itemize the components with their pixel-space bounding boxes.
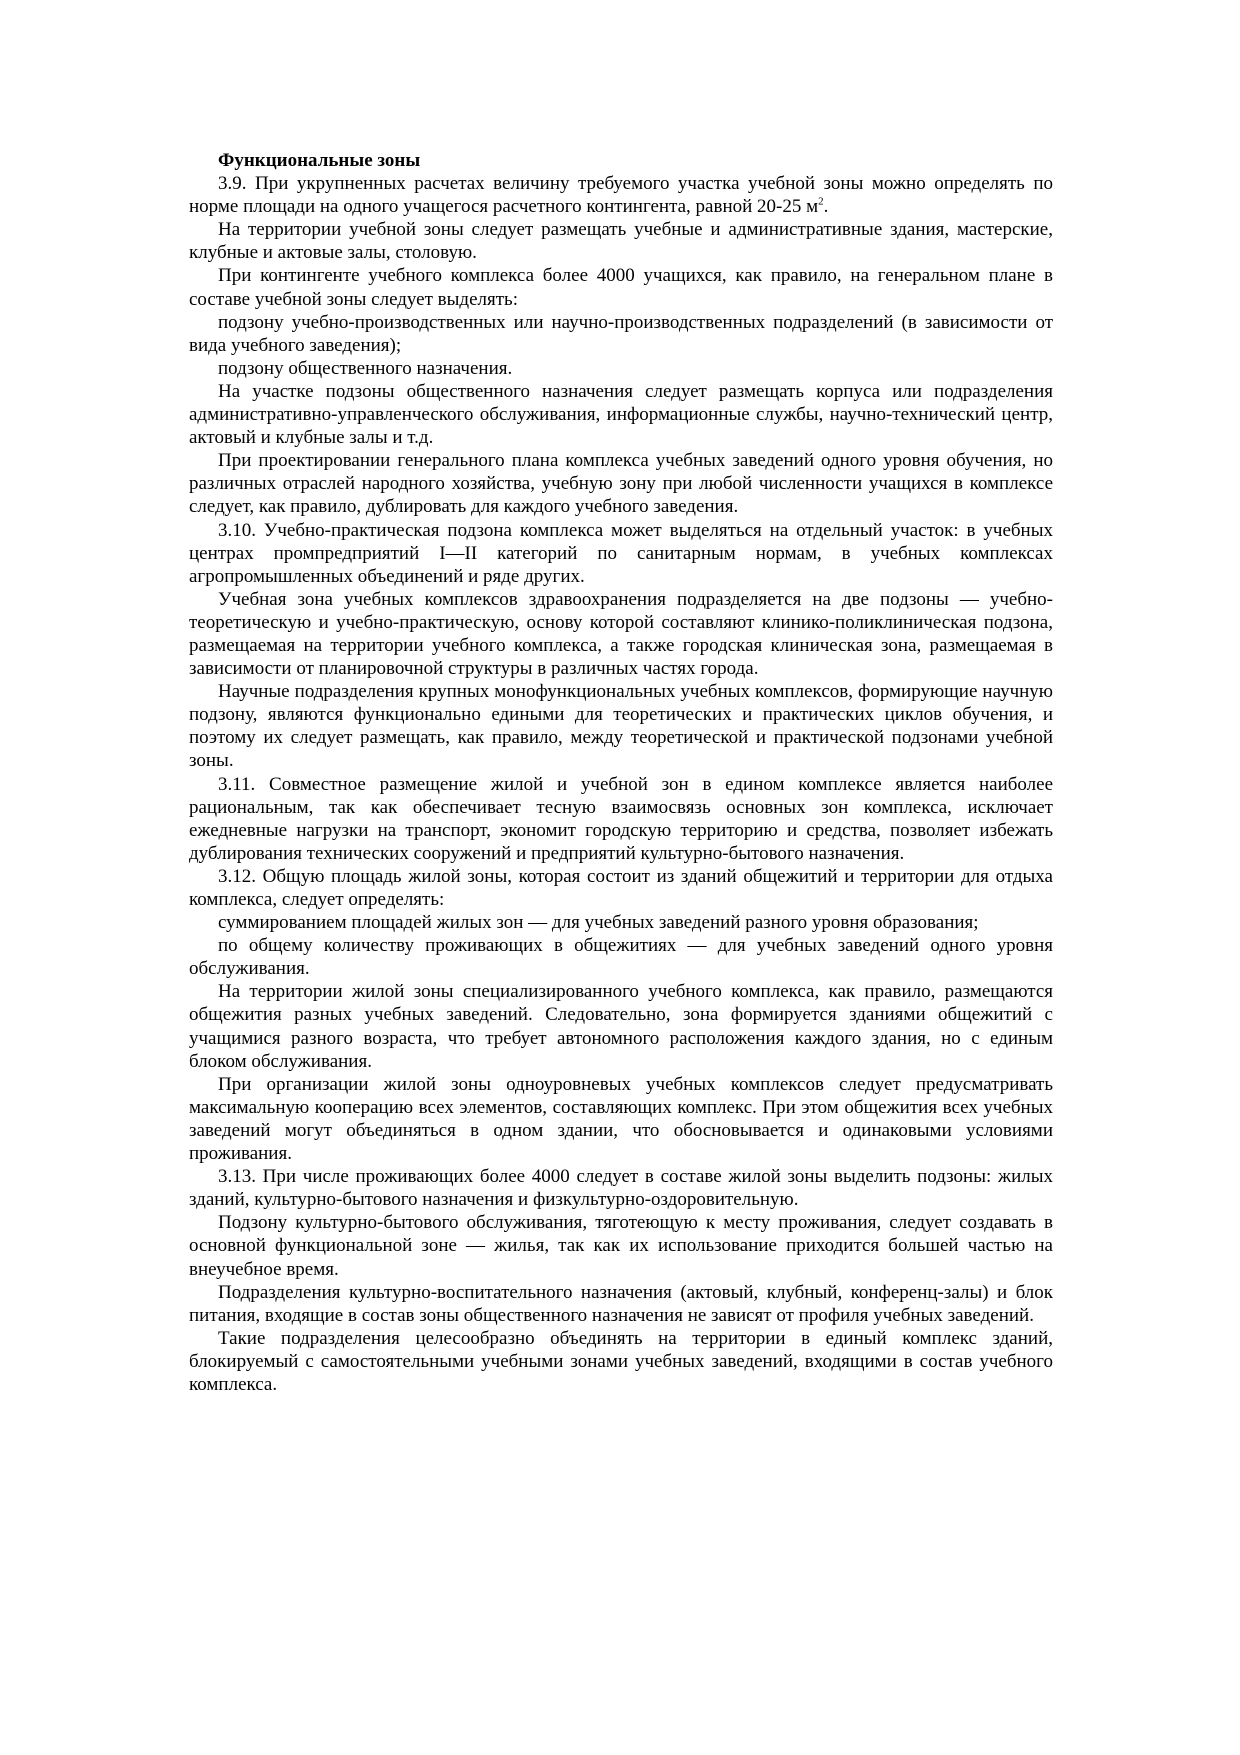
paragraph: Научные подразделения крупных монофункциональных учебных комплексов, формирующие научную подзону, являются функционально едиными для теоретических и практических циклов обучения, и поэтому их следует размещать, как правило, между теоретической и практической подзонами учебной зоны. [189, 681, 1053, 772]
paragraph: При организации жилой зоны одноуровневых учебных комплексов следует предусматривать максимальную кооперацию всех элементов, составляющих комплекс. При этом общежития всех учебных заведений могут объединяться в одном здании, что обосновывается и одинаковыми условиями проживания. [189, 1073, 1053, 1165]
paragraph: подзону общественного назначения. [218, 357, 513, 379]
paragraph-text: 3.9. При укрупненных расчетах величину требуемого участка учебной зоны можно определять по норме площади на одного учащегося расчетного контингента, равной 20-25 м [189, 173, 1053, 218]
paragraph: Учебная зона учебных комплексов здравоохранения подразделяется на две подзоны — учебно-теоретическую и учебно-практическую, основу которой составляют клинико-поликлиническая подзона, размещаемая на территории учебного комплекса, а также городская клиническая зона, размещаемая в зависимости от планировочной структуры в различных частях города. [189, 588, 1053, 680]
paragraph: Такие подразделения целесообразно объединять на территории в единый комплекс зданий, блокируемый с самостоятельными учебными зонами учебных заведений, входящими в состав учебного комплекса. [189, 1327, 1053, 1395]
paragraph: 3.10. Учебно-практическая подзона комплекса может выделяться на отдельный участок: в учебных центрах промпредприятий I—II категорий по санитарным нормам, в учебных комплексах агропромышленных объединений и ряде других. [189, 519, 1053, 587]
paragraph: На участке подзоны общественного назначения следует размещать корпуса или подразделения административно-управленческого обслуживания, информационные службы, научно-технический центр, актовый и клубные залы и т.д. [189, 380, 1053, 449]
paragraph-3-9 [189, 172, 1053, 218]
paragraph: При проектировании генерального плана комплекса учебных заведений одного уровня обучения, но различных отраслей народного хозяйства, учебную зону при любой численности учащихся в комплексе следует, как правило, дублировать для каждого учебного заведения. [189, 450, 1053, 518]
superscript-2: 2 [818, 195, 824, 208]
paragraph: по общему количеству проживающих в общежитиях — для учебных заведений одного уровня обслуживания. [189, 935, 1053, 980]
paragraph: Подразделения культурно-воспитательного назначения (актовый, клубный, конференц-залы) и блок питания, входящие в состав зоны общественного назначения не зависят от профиля учебных заведений. [189, 1281, 1053, 1326]
paragraph: суммированием площадей жилых зон — для учебных заведений разного уровня образования; [218, 912, 979, 934]
paragraph: При контингенте учебного комплекса более 4000 учащихся, как правило, на генеральном плане в составе учебной зоны следует выделять: [189, 265, 1053, 310]
paragraph: На территории учебной зоны следует размещать учебные и административные здания, мастерские, клубные и актовые залы, столовую. [189, 219, 1053, 264]
paragraph: Подзону культурно-бытового обслуживания, тяготеющую к месту проживания, следует создавать в основной функциональной зоне — жилья, так как их использование приходится большей частью на внеучебное время. [189, 1212, 1053, 1280]
paragraph-text-end: . [823, 196, 829, 218]
paragraph: На территории жилой зоны специализированного учебного комплекса, как правило, размещаются общежития разных учебных заведений. Следовательно, зона формируется зданиями общежитий с учащимися разного возраста, что требует автономного расположения каждого здания, но с единым блоком обслуживания. [189, 981, 1053, 1072]
paragraph: 3.13. При числе проживающих более 4000 следует в составе жилой зоны выделить подзоны: жилых зданий, культурно-бытового назначения и физкультурно-оздоровительную. [189, 1166, 1053, 1211]
paragraph: 3.12. Общую площадь жилой зоны, которая состоит из зданий общежитий и территории для отдыха комплекса, следует определять: [189, 865, 1053, 910]
paragraph: 3.11. Совместное размещение жилой и учебной зон в едином комплексе является наиболее рациональным, так как обеспечивает тесную взаимосвязь основных зон комплекса, исключает ежедневные нагрузки на транспорт, экономит городскую территорию и средства, позволяет избежать дублирования технических сооружений и предприятий культурно-бытового назначения. [189, 773, 1053, 864]
section-heading: Функциональные зоны [218, 150, 421, 171]
document-page [189, 149, 1053, 1396]
paragraph: подзону учебно-производственных или научно-производственных подразделений (в зависимости от вида учебного заведения); [189, 311, 1053, 356]
